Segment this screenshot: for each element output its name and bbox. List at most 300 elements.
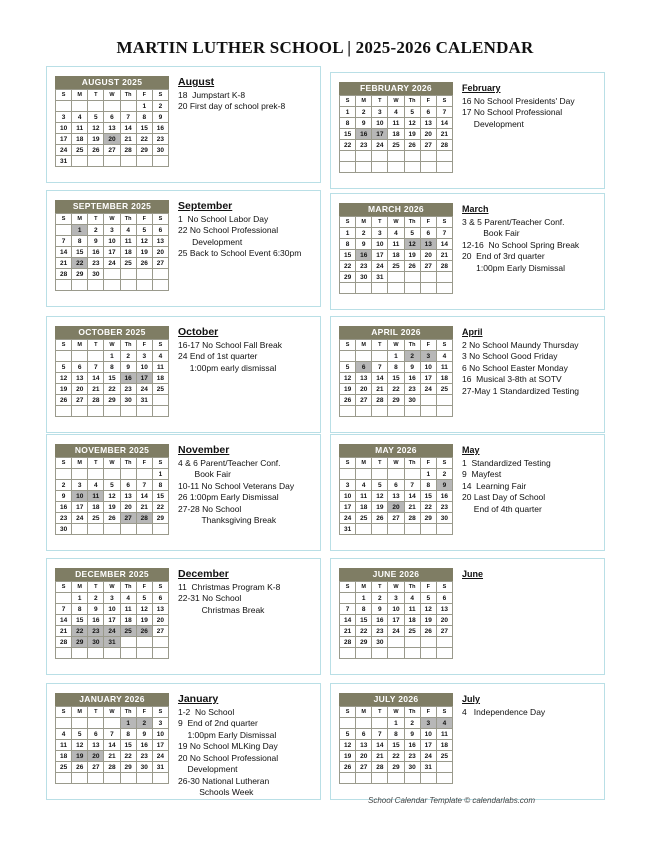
weekday-label: M: [72, 458, 88, 469]
day-cell: [404, 648, 420, 659]
weekday-label: W: [104, 458, 120, 469]
day-cell: 26: [404, 261, 420, 272]
event-line: 16 No School Presidents' Day: [462, 95, 575, 106]
mini-calendar: [339, 82, 453, 173]
day-cell: 11: [56, 740, 72, 751]
day-cell: 16: [88, 615, 104, 626]
month-card: [330, 558, 605, 675]
event-line: Development: [462, 118, 524, 129]
day-cell: 30: [404, 395, 420, 406]
day-cell: [372, 469, 388, 480]
day-cell: [404, 162, 420, 173]
month-name: MAY 2026: [339, 444, 453, 457]
day-cell: 19: [340, 751, 356, 762]
day-cell: 4: [152, 351, 168, 362]
day-cell: 29: [120, 762, 136, 773]
day-cell: 20: [420, 129, 436, 140]
day-cell: 28: [340, 637, 356, 648]
day-cell: [120, 637, 136, 648]
day-cell: 10: [388, 604, 404, 615]
day-cell: 8: [340, 118, 356, 129]
event-line: 20 First day of school prek-8: [178, 101, 286, 111]
day-cell: 9: [152, 112, 168, 123]
day-cell: [420, 773, 436, 784]
weekday-label: S: [56, 582, 72, 593]
day-cell: 2: [56, 480, 72, 491]
weekday-label: T: [88, 707, 104, 718]
day-cell: [436, 762, 452, 773]
day-cell: 10: [340, 491, 356, 502]
weekday-label: W: [104, 340, 120, 351]
day-cell: 28: [436, 140, 452, 151]
day-cell: 31: [420, 762, 436, 773]
day-cell: 24: [340, 513, 356, 524]
event-line: 16 Musical 3-8th at SOTV: [462, 374, 562, 384]
event-line: 26 1:00pm Early Dismissal: [178, 492, 279, 502]
day-cell: 6: [72, 362, 88, 373]
day-cell: 5: [340, 729, 356, 740]
day-cell: 23: [372, 626, 388, 637]
day-cell: 21: [104, 751, 120, 762]
day-cell: 12: [136, 236, 152, 247]
day-cell: [420, 637, 436, 648]
event-line: 22-31 No School: [178, 593, 242, 603]
day-cell: [340, 469, 356, 480]
day-cell: 19: [136, 247, 152, 258]
day-cell: 18: [72, 134, 88, 145]
day-cell: 7: [88, 362, 104, 373]
day-cell: 16: [152, 123, 168, 134]
day-cell: 25: [436, 384, 452, 395]
event-line: 3 No School Good Friday: [462, 351, 558, 361]
day-cell: 19: [404, 250, 420, 261]
day-cell: [436, 162, 452, 173]
day-cell: 26: [104, 513, 120, 524]
day-cell: [72, 718, 88, 729]
day-cell: 18: [152, 373, 168, 384]
day-cell: 26: [88, 145, 104, 156]
day-cell: [356, 524, 372, 535]
day-cell: 15: [388, 740, 404, 751]
month-heading: January: [178, 693, 219, 705]
day-cell: [436, 406, 452, 417]
day-cell: 30: [436, 513, 452, 524]
day-cell: [88, 406, 104, 417]
day-cell: 25: [436, 751, 452, 762]
day-cell: 28: [88, 395, 104, 406]
day-cell: 9: [88, 604, 104, 615]
day-cell: [388, 637, 404, 648]
day-cell: [56, 469, 72, 480]
day-cell: 5: [136, 593, 152, 604]
day-cell: 23: [152, 134, 168, 145]
day-cell: 31: [104, 637, 120, 648]
day-cell: [388, 648, 404, 659]
day-cell: [72, 280, 88, 291]
day-cell: 3: [420, 351, 436, 362]
day-cell: 15: [420, 491, 436, 502]
day-cell: 2: [136, 718, 152, 729]
event-line: 25 Back to School Event 6:30pm: [178, 248, 302, 258]
day-cell: [120, 524, 136, 535]
day-cell: 9: [436, 480, 452, 491]
day-cell: 18: [404, 615, 420, 626]
day-cell: [436, 395, 452, 406]
weekday-label: S: [152, 582, 168, 593]
day-cell: 21: [404, 502, 420, 513]
month-events: [178, 327, 318, 374]
day-cell: 26: [136, 258, 152, 269]
day-cell: 10: [136, 362, 152, 373]
day-cell: 13: [356, 373, 372, 384]
month-name: FEBRUARY 2026: [339, 82, 453, 95]
day-cell: 8: [340, 239, 356, 250]
weekday-label: Th: [120, 458, 136, 469]
day-cell: [56, 593, 72, 604]
day-cell: 27: [436, 626, 452, 637]
event-line: 6 No School Easter Monday: [462, 362, 568, 373]
day-cell: 4: [388, 107, 404, 118]
weekday-label: S: [340, 458, 356, 469]
month-name: JUNE 2026: [339, 568, 453, 581]
day-cell: 28: [104, 762, 120, 773]
day-cell: 5: [372, 480, 388, 491]
month-events: [462, 327, 602, 397]
event-line: 1:00pm Early Dismissal: [178, 729, 277, 740]
month-heading: December: [178, 568, 229, 580]
mini-calendar: [339, 203, 453, 294]
day-cell: [152, 773, 168, 784]
weekday-label: T: [372, 340, 388, 351]
day-cell: 21: [56, 258, 72, 269]
day-cell: [136, 648, 152, 659]
day-cell: 9: [120, 362, 136, 373]
mini-calendar: [55, 444, 169, 535]
day-cell: 21: [136, 502, 152, 513]
day-cell: [120, 648, 136, 659]
day-cell: 22: [340, 261, 356, 272]
day-cell: 3: [72, 480, 88, 491]
day-cell: 21: [372, 384, 388, 395]
month-card: [46, 683, 321, 800]
day-cell: 8: [388, 729, 404, 740]
day-cell: 14: [404, 491, 420, 502]
weekday-label: Th: [120, 90, 136, 101]
day-cell: [340, 593, 356, 604]
day-cell: 14: [136, 491, 152, 502]
day-cell: 4: [436, 718, 452, 729]
day-cell: 13: [420, 118, 436, 129]
day-cell: [420, 524, 436, 535]
month-card: [46, 316, 321, 433]
weekday-label: T: [372, 582, 388, 593]
weekday-label: M: [356, 707, 372, 718]
event-line: Thanksgiving Break: [178, 515, 277, 525]
day-cell: 20: [104, 134, 120, 145]
day-cell: 17: [152, 740, 168, 751]
month-heading: June: [462, 569, 484, 579]
day-cell: 14: [56, 247, 72, 258]
event-line: 14 Learning Fair: [462, 480, 527, 491]
day-cell: [340, 351, 356, 362]
day-cell: 27: [152, 258, 168, 269]
day-cell: 4: [436, 351, 452, 362]
day-cell: 2: [404, 351, 420, 362]
day-cell: 18: [436, 740, 452, 751]
weekday-label: M: [356, 458, 372, 469]
day-cell: 7: [56, 604, 72, 615]
event-line: Development: [178, 764, 238, 774]
day-cell: 14: [88, 373, 104, 384]
day-cell: [340, 648, 356, 659]
day-cell: 6: [356, 729, 372, 740]
day-cell: 24: [388, 626, 404, 637]
day-cell: 28: [372, 762, 388, 773]
month-heading: February: [462, 83, 501, 93]
day-cell: [356, 469, 372, 480]
month-events: [462, 445, 602, 515]
event-line: 11 Christmas Program K-8: [178, 581, 281, 592]
weekday-label: W: [388, 582, 404, 593]
day-cell: 15: [356, 615, 372, 626]
month-card: [46, 190, 321, 307]
weekday-label: S: [436, 707, 452, 718]
mini-calendar: [55, 693, 169, 784]
mini-calendar: [55, 200, 169, 291]
day-cell: 31: [56, 156, 72, 167]
day-cell: 8: [104, 362, 120, 373]
day-cell: 21: [436, 250, 452, 261]
month-events: [178, 569, 318, 616]
weekday-label: T: [88, 582, 104, 593]
day-cell: 13: [120, 491, 136, 502]
event-line: 19 No School MLKing Day: [178, 741, 278, 751]
weekday-label: W: [388, 96, 404, 107]
month-card: [330, 193, 605, 310]
day-cell: 10: [56, 123, 72, 134]
day-cell: 3: [388, 593, 404, 604]
day-cell: [436, 272, 452, 283]
day-cell: [404, 469, 420, 480]
day-cell: 1: [72, 225, 88, 236]
day-cell: [136, 524, 152, 535]
day-cell: 25: [152, 384, 168, 395]
day-cell: 10: [372, 239, 388, 250]
weekday-label: Th: [120, 340, 136, 351]
month-name: MARCH 2026: [339, 203, 453, 216]
weekday-label: T: [372, 96, 388, 107]
day-cell: 27: [420, 261, 436, 272]
weekday-label: F: [136, 582, 152, 593]
day-cell: [372, 524, 388, 535]
event-line: 9 Mayfest: [462, 469, 502, 479]
day-cell: 17: [104, 247, 120, 258]
day-cell: 11: [88, 491, 104, 502]
day-cell: [356, 162, 372, 173]
day-cell: 22: [388, 751, 404, 762]
day-cell: [104, 718, 120, 729]
weekday-label: M: [72, 90, 88, 101]
day-cell: 7: [436, 107, 452, 118]
day-cell: 18: [56, 751, 72, 762]
weekday-label: S: [340, 707, 356, 718]
day-cell: [356, 648, 372, 659]
month-heading: August: [178, 76, 215, 88]
day-cell: 16: [136, 740, 152, 751]
day-cell: 21: [340, 626, 356, 637]
day-cell: [56, 280, 72, 291]
day-cell: 29: [136, 145, 152, 156]
weekday-label: F: [420, 582, 436, 593]
day-cell: 2: [372, 593, 388, 604]
day-cell: 14: [120, 123, 136, 134]
day-cell: 16: [404, 740, 420, 751]
day-cell: [372, 162, 388, 173]
day-cell: 3: [420, 718, 436, 729]
day-cell: 23: [356, 261, 372, 272]
day-cell: 22: [340, 140, 356, 151]
event-line: 16-17 No School Fall Break: [178, 339, 282, 350]
day-cell: 21: [436, 129, 452, 140]
day-cell: 5: [420, 593, 436, 604]
day-cell: 5: [340, 362, 356, 373]
month-events: [178, 694, 318, 799]
day-cell: 21: [120, 134, 136, 145]
day-cell: [436, 151, 452, 162]
day-cell: [104, 469, 120, 480]
day-cell: 25: [120, 258, 136, 269]
day-cell: [152, 269, 168, 280]
day-cell: 2: [356, 107, 372, 118]
day-cell: 16: [372, 615, 388, 626]
day-cell: [404, 272, 420, 283]
day-cell: [56, 101, 72, 112]
weekday-label: S: [152, 340, 168, 351]
day-cell: 10: [104, 236, 120, 247]
day-cell: 1: [356, 593, 372, 604]
day-cell: [120, 101, 136, 112]
day-cell: 17: [372, 250, 388, 261]
day-cell: 1: [340, 228, 356, 239]
day-cell: [372, 648, 388, 659]
day-cell: 8: [72, 236, 88, 247]
day-cell: [88, 773, 104, 784]
day-cell: [56, 648, 72, 659]
day-cell: 11: [356, 491, 372, 502]
day-cell: 5: [404, 228, 420, 239]
day-cell: 29: [104, 395, 120, 406]
day-cell: [152, 406, 168, 417]
day-cell: [152, 156, 168, 167]
event-line: 26-30 National Lutheran: [178, 775, 270, 786]
day-cell: 3: [372, 228, 388, 239]
weekday-label: W: [388, 340, 404, 351]
day-cell: 28: [56, 269, 72, 280]
day-cell: 1: [104, 351, 120, 362]
day-cell: 6: [152, 593, 168, 604]
month-name: APRIL 2026: [339, 326, 453, 339]
day-cell: 16: [436, 491, 452, 502]
day-cell: [372, 718, 388, 729]
day-cell: 11: [404, 604, 420, 615]
weekday-label: F: [136, 458, 152, 469]
day-cell: 13: [88, 740, 104, 751]
day-cell: 4: [120, 225, 136, 236]
day-cell: 13: [72, 373, 88, 384]
day-cell: [340, 406, 356, 417]
weekday-label: Th: [120, 707, 136, 718]
event-line: 1:00pm early dismissal: [178, 362, 277, 373]
day-cell: 19: [420, 615, 436, 626]
day-cell: 7: [104, 729, 120, 740]
month-events: [178, 77, 318, 113]
day-cell: 9: [136, 729, 152, 740]
weekday-label: M: [356, 217, 372, 228]
weekday-label: M: [72, 340, 88, 351]
day-cell: 11: [120, 604, 136, 615]
day-cell: [388, 272, 404, 283]
day-cell: 9: [356, 239, 372, 250]
day-cell: 15: [340, 129, 356, 140]
event-line: 9 End of 2nd quarter: [178, 718, 258, 728]
day-cell: 10: [420, 362, 436, 373]
day-cell: 17: [136, 373, 152, 384]
day-cell: 26: [340, 395, 356, 406]
month-heading: March: [462, 204, 489, 214]
day-cell: 9: [356, 118, 372, 129]
day-cell: 5: [56, 362, 72, 373]
weekday-label: F: [136, 707, 152, 718]
month-events: [462, 694, 602, 718]
weekday-label: Th: [404, 217, 420, 228]
weekday-label: F: [420, 458, 436, 469]
day-cell: 15: [340, 250, 356, 261]
day-cell: 12: [72, 740, 88, 751]
day-cell: [388, 151, 404, 162]
month-card: [330, 434, 605, 551]
day-cell: 27: [120, 513, 136, 524]
day-cell: 4: [356, 480, 372, 491]
event-line: 18 Jumpstart K-8: [178, 89, 246, 100]
day-cell: [72, 469, 88, 480]
weekday-label: F: [420, 217, 436, 228]
day-cell: 26: [340, 762, 356, 773]
event-line: 1 Standardized Testing: [462, 457, 551, 468]
day-cell: [136, 406, 152, 417]
month-events: [462, 569, 602, 582]
day-cell: 10: [72, 491, 88, 502]
day-cell: 30: [56, 524, 72, 535]
event-line: 17 No School Professional: [462, 107, 563, 117]
month-card: [330, 72, 605, 189]
event-line: Book Fair: [178, 469, 231, 479]
day-cell: 25: [356, 513, 372, 524]
weekday-label: W: [388, 707, 404, 718]
day-cell: [88, 280, 104, 291]
day-cell: 13: [356, 740, 372, 751]
day-cell: 19: [104, 502, 120, 513]
weekday-label: W: [388, 217, 404, 228]
day-cell: 1: [388, 351, 404, 362]
weekday-label: S: [56, 707, 72, 718]
day-cell: 22: [356, 626, 372, 637]
day-cell: 26: [420, 626, 436, 637]
day-cell: 11: [120, 236, 136, 247]
day-cell: 22: [120, 751, 136, 762]
event-line: 4 & 6 Parent/Teacher Conf.: [178, 457, 281, 468]
day-cell: 6: [152, 225, 168, 236]
day-cell: [56, 773, 72, 784]
